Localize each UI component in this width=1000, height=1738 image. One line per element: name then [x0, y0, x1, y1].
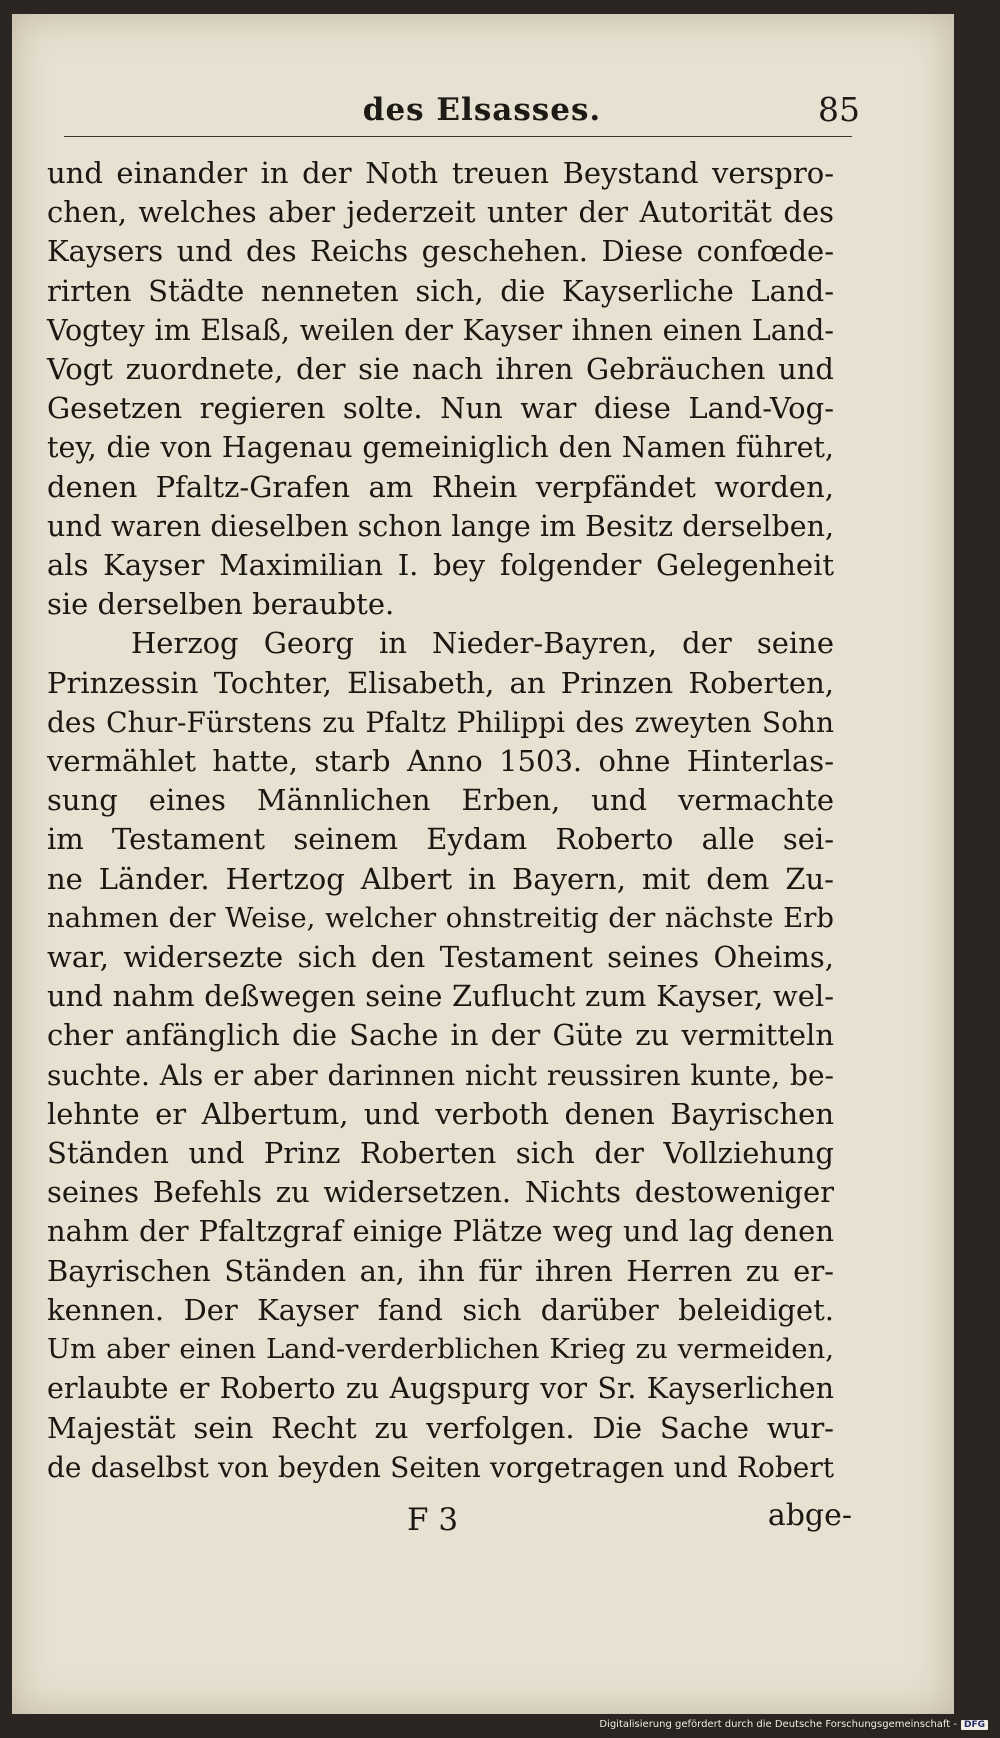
text-line: tey, die von Hagenau gemeiniglich den Namen führet, — [47, 431, 834, 465]
text-line: Gesetzen regieren solte. Nun war diese Land-Vog- — [47, 391, 834, 426]
text-line: nahmen der Weise, welcher ohnstreitig der nächste Erb — [47, 901, 834, 934]
catchword: abge- — [767, 1498, 852, 1533]
text-line: ne Länder. Hertzog Albert in Bayern, mit dem Zu- — [47, 861, 834, 896]
paragraph-start-line: Herzog Georg in Nieder-Bayren, der seine — [131, 626, 834, 661]
body-text — [47, 154, 834, 1487]
text-line: und waren dieselben schon lange im Besitz derselben, — [47, 509, 834, 543]
text-line: Ständen und Prinz Roberten sich der Vollziehung — [47, 1136, 834, 1171]
signature-mark: F 3 — [407, 1502, 459, 1538]
digitization-credit — [599, 1719, 988, 1730]
text-line: und einander in der Noth treuen Beystand verspro- — [47, 156, 834, 190]
text-line: chen, welches aber jederzeit unter der Autorität des — [47, 195, 834, 230]
text-line: war, widersezte sich den Testament seines Oheims, — [47, 940, 834, 975]
text-line: cher anfänglich die Sache in der Güte zu vermitteln — [47, 1018, 834, 1053]
text-line: de daselbst von beyden Seiten vorgetragen und Robert — [47, 1450, 834, 1484]
running-title: des Elsasses. — [362, 92, 602, 128]
header-rule — [64, 136, 852, 137]
text-line: Vogtey im Elsaß, weilen der Kayser ihnen einen Land- — [47, 313, 834, 347]
text-line: Um aber einen Land-verderblichen Krieg zu vermeiden, — [47, 1333, 834, 1366]
text-line: denen Pfaltz-Grafen am Rhein verpfändet worden, — [47, 469, 834, 504]
text-line: kennen. Der Kayser fand sich darüber beleidiget. — [47, 1292, 834, 1327]
page-number: 85 — [818, 90, 860, 129]
credit-text: Digitalisierung gefördert durch die Deutsche Forschungsgemeinschaft - — [599, 1719, 957, 1730]
text-line: sie derselben beraubte. — [47, 587, 395, 622]
text-line: nahm der Pfaltzgraf einige Plätze weg und lag denen — [47, 1214, 834, 1249]
text-line: Bayrischen Ständen an, ihn für ihren Herren zu er- — [47, 1253, 834, 1288]
book-page — [12, 14, 954, 1714]
text-line: sung eines Männlichen Erben, und vermachte — [47, 783, 834, 818]
text-line: rirten Städte nenneten sich, die Kayserliche Land- — [47, 273, 834, 308]
text-line: Vogt zuordnete, der sie nach ihren Gebräuchen und — [47, 352, 834, 387]
text-line: erlaubte er Roberto zu Augspurg vor Sr. Kayserlichen — [47, 1372, 834, 1406]
text-line: im Testament seinem Eydam Roberto alle sei- — [47, 822, 834, 857]
dfg-logo: DFG — [961, 1720, 988, 1730]
text-line: Majestät sein Recht zu verfolgen. Die Sache wur- — [47, 1410, 834, 1445]
text-line: lehnte er Albertum, und verboth denen Bayrischen — [47, 1096, 834, 1131]
text-line: seines Befehls zu widersetzen. Nichts destoweniger — [47, 1175, 834, 1210]
text-line: des Chur-Fürstens zu Pfaltz Philippi des zweyten Sohn — [47, 705, 834, 739]
text-line: suchte. Als er aber darinnen nicht reussiren kunte, be- — [47, 1058, 834, 1092]
text-line: Prinzessin Tochter, Elisabeth, an Prinzen Roberten, — [47, 665, 834, 700]
text-line: als Kayser Maximilian I. bey folgender Gelegenheit — [47, 548, 834, 583]
text-line: vermählet hatte, starb Anno 1503. ohne Hinterlas- — [47, 744, 834, 779]
text-line: und nahm deßwegen seine Zuflucht zum Kayser, wel- — [47, 979, 834, 1014]
text-line: Kaysers und des Reichs geschehen. Diese confœde- — [47, 234, 834, 269]
